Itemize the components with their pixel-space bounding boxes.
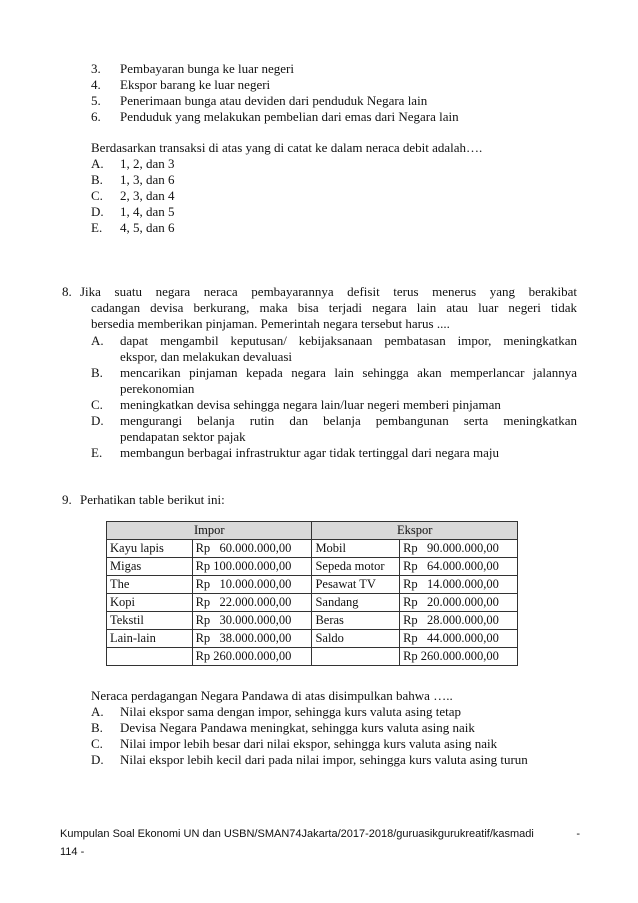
table-row <box>107 594 518 612</box>
table-row <box>107 576 518 594</box>
impor-item: Lain-lain <box>107 630 193 648</box>
stem-line: cadangan devisa berkurang, maka bisa terjadi negara lain atau luar negeri tidak <box>91 300 577 315</box>
impor-item: Kayu lapis <box>107 540 193 558</box>
option-letter: E. <box>91 445 103 460</box>
option-letter: E. <box>91 220 103 235</box>
table-row <box>107 612 518 630</box>
footer-dash: - <box>576 828 580 840</box>
item-number: 6. <box>91 109 101 124</box>
trade-table <box>106 521 518 666</box>
option-text: mencarikan pinjaman kepada negara lain sehingga akan memperlancar jalannya <box>120 365 577 380</box>
item-number: 5. <box>91 93 101 108</box>
table-row <box>107 630 518 648</box>
option-text: membangun berbagai infrastruktur agar tidak tertinggal dari negara maju <box>120 445 500 460</box>
page-footer <box>60 825 580 861</box>
option-letter: C. <box>91 188 103 203</box>
impor-item: Tekstil <box>107 612 193 630</box>
ekspor-value: Rp 90.000.000,00 <box>400 540 518 558</box>
impor-value: Rp 38.000.000,00 <box>192 630 312 648</box>
option-text: pendapatan sektor pajak <box>120 429 246 444</box>
option-letter: D. <box>91 413 104 428</box>
ekspor-item: Mobil <box>312 540 400 558</box>
item-text: Penduduk yang melakukan pembelian dari emas dari Negara lain <box>120 109 459 124</box>
option-text: 4, 5, dan 6 <box>120 220 175 235</box>
ekspor-value: Rp 64.000.000,00 <box>400 558 518 576</box>
header-ekspor: Ekspor <box>312 522 518 540</box>
q7-question: Berdasarkan transaksi di atas yang di catat ke dalam neraca debit adalah…. <box>91 140 483 155</box>
footer-text: Kumpulan Soal Ekonomi UN dan USBN/SMAN74Jakarta/2017-2018/guruasikgurukreatif/kasmadi <box>60 828 534 840</box>
option-text: 1, 3, dan 6 <box>120 172 175 187</box>
impor-value: Rp 10.000.000,00 <box>192 576 312 594</box>
table-header-row <box>107 522 518 540</box>
option-letter: C. <box>91 736 103 751</box>
impor-value: Rp 22.000.000,00 <box>192 594 312 612</box>
option-text: 1, 4, dan 5 <box>120 204 175 219</box>
ekspor-item: Sepeda motor <box>312 558 400 576</box>
option-letter: B. <box>91 720 103 735</box>
stem-line: bersedia memberikan pinjaman. Pemerintah negara tersebut harus .... <box>91 316 450 331</box>
ekspor-value: Rp 44.000.000,00 <box>400 630 518 648</box>
option-text: meningkatkan devisa sehingga negara lain/luar negeri memberi pinjaman <box>120 397 501 412</box>
item-number: 3. <box>91 61 101 76</box>
option-text: Nilai impor lebih besar dari nilai ekspor, sehingga kurs valuta asing naik <box>120 736 498 751</box>
stem-line: Jika suatu negara neraca pembayarannya defisit terus menerus yang berakibat <box>80 284 577 299</box>
option-text: dapat mengambil keputusan/ kebijaksanaan pembatasan impor, meningkatkan <box>120 333 577 348</box>
total-impor: Rp 260.000.000,00 <box>192 648 312 666</box>
ekspor-value: Rp 28.000.000,00 <box>400 612 518 630</box>
impor-value: Rp 60.000.000,00 <box>192 540 312 558</box>
page-number: 114 - <box>60 846 85 858</box>
impor-value: Rp 30.000.000,00 <box>192 612 312 630</box>
option-text: Nilai ekspor lebih kecil dari pada nilai impor, sehingga kurs valuta asing turun <box>120 752 528 767</box>
total-ekspor: Rp 260.000.000,00 <box>400 648 518 666</box>
impor-value: Rp 100.000.000,00 <box>192 558 312 576</box>
option-letter: B. <box>91 172 103 187</box>
option-text: Devisa Negara Pandawa meningkat, sehingga kurs valuta asing naik <box>120 720 475 735</box>
option-letter: A. <box>91 333 104 348</box>
ekspor-item: Saldo <box>312 630 400 648</box>
impor-item: Migas <box>107 558 193 576</box>
impor-item: Kopi <box>107 594 193 612</box>
ekspor-item: Sandang <box>312 594 400 612</box>
empty-cell <box>107 648 193 666</box>
table-row <box>107 558 518 576</box>
item-text: Ekspor barang ke luar negeri <box>120 77 271 92</box>
ekspor-item: Beras <box>312 612 400 630</box>
option-text: mengurangi belanja rutin dan belanja pembangunan serta meningkatkan <box>120 413 577 428</box>
item-text: Pembayaran bunga ke luar negeri <box>120 61 294 76</box>
option-letter: A. <box>91 704 104 719</box>
option-text: Nilai ekspor sama dengan impor, sehingga kurs valuta asing tetap <box>120 704 462 719</box>
option-text: 1, 2, dan 3 <box>120 156 175 171</box>
impor-item: The <box>107 576 193 594</box>
question-number: 9. <box>62 492 72 507</box>
option-text: ekspor, dan melakukan devaluasi <box>120 349 293 364</box>
option-letter: B. <box>91 365 103 380</box>
option-text: perekonomian <box>120 381 195 396</box>
option-letter: A. <box>91 156 104 171</box>
item-number: 4. <box>91 77 101 92</box>
table-total-row <box>107 648 518 666</box>
q9-question: Neraca perdagangan Negara Pandawa di atas disimpulkan bahwa ….. <box>91 688 453 703</box>
option-letter: C. <box>91 397 103 412</box>
option-letter: D. <box>91 204 104 219</box>
table-row <box>107 540 518 558</box>
option-text: 2, 3, dan 4 <box>120 188 175 203</box>
question-number: 8. <box>62 284 72 299</box>
empty-cell <box>312 648 400 666</box>
q9-stem: Perhatikan table berikut ini: <box>80 492 225 507</box>
ekspor-value: Rp 14.000.000,00 <box>400 576 518 594</box>
item-text: Penerimaan bunga atau deviden dari penduduk Negara lain <box>120 93 428 108</box>
option-letter: D. <box>91 752 104 767</box>
header-impor: Impor <box>107 522 312 540</box>
ekspor-value: Rp 20.000.000,00 <box>400 594 518 612</box>
ekspor-item: Pesawat TV <box>312 576 400 594</box>
